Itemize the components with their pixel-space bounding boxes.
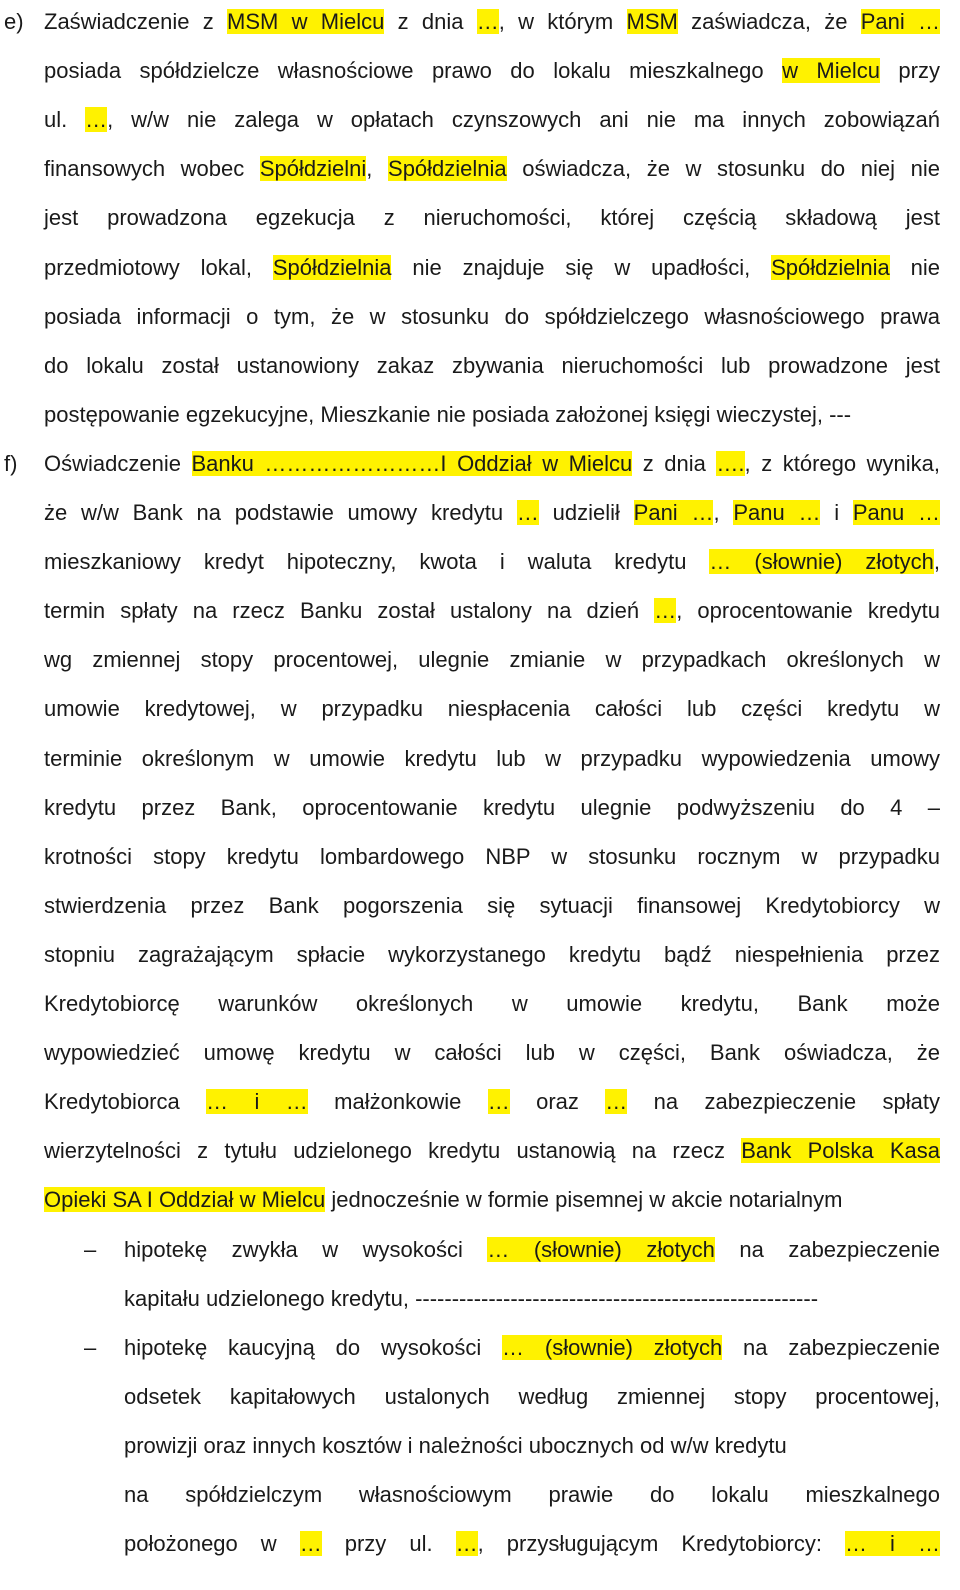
text-segment: Kredytobiorca	[44, 1089, 207, 1115]
highlighted-text: MSM w Mielcu	[227, 9, 385, 34]
highlighted-text: Spółdzielni	[259, 156, 367, 182]
text-line	[44, 4, 940, 40]
text-segment: przedmiotowy lokal,	[44, 254, 273, 280]
text-segment: z dnia	[384, 9, 477, 34]
text-line	[44, 446, 940, 482]
highlighted-text: Panu …	[852, 500, 940, 525]
text-segment: ul.	[44, 107, 86, 133]
text-segment: małżonkowie	[307, 1089, 488, 1115]
text-segment: finansowych wobec	[44, 156, 260, 182]
highlighted-text: …	[476, 9, 499, 34]
bullet-dash: –	[84, 1334, 97, 1360]
text-line	[44, 102, 940, 138]
highlighted-text: Pani …	[633, 500, 714, 525]
text-segment: na zabezpieczenie spłaty	[627, 1089, 940, 1115]
text-segment: krotności stopy kredytu lombardowego NBP w stosunku rocznym w przypadku	[44, 843, 940, 869]
text-line	[44, 348, 940, 384]
highlighted-text: Spółdzielnia	[272, 254, 392, 280]
list-marker: f)	[4, 450, 18, 476]
text-line	[44, 1133, 940, 1169]
text-line	[44, 1035, 940, 1071]
highlighted-text: … i …	[845, 1531, 940, 1557]
text-segment: do lokalu został ustanowiony zakaz zbywania nieruchomości lub prowadzone jest	[44, 352, 940, 378]
highlighted-text: … i …	[206, 1089, 308, 1115]
text-line	[44, 151, 940, 187]
text-line	[44, 691, 940, 727]
highlighted-text: Pani …	[860, 9, 940, 34]
text-segment: , w którym	[498, 9, 627, 34]
highlighted-text: ….	[716, 450, 745, 476]
text-line	[124, 1428, 940, 1464]
text-segment: jest prowadzona egzekucja z nieruchomości, której częścią składową jest	[44, 205, 940, 231]
highlighted-text: Opieki SA I Oddział w Mielcu	[44, 1187, 326, 1213]
text-segment: stwierdzenia przez Bank pogorszenia się sytuacji finansowej Kredytobiorcy w	[44, 892, 940, 918]
text-segment: ,	[933, 549, 940, 575]
text-segment: posiada spółdzielcze własnościowe prawo do lokalu mieszkalnego	[44, 58, 783, 84]
text-segment: , z którego wynika,	[744, 450, 941, 476]
text-segment: , oprocentowanie kredytu	[676, 598, 940, 624]
text-segment: wypowiedzieć umowę kredytu w całości lub w części, Bank oświadcza, że	[44, 1040, 940, 1066]
text-segment: posiada informacji o tym, że w stosunku do spółdzielczego własnościowego prawa	[44, 303, 940, 329]
text-segment: kredytu przez Bank, oprocentowanie kredytu ulegnie podwyższeniu do 4 –	[44, 794, 940, 820]
list-marker: e)	[4, 9, 24, 34]
text-segment: prowizji oraz innych kosztów i należności ubocznych od w/w kredytu	[124, 1432, 787, 1458]
text-line	[44, 299, 940, 335]
text-segment: umowie kredytowej, w przypadku niespłacenia całości lub części kredytu w	[44, 696, 940, 722]
text-line	[44, 250, 940, 286]
highlighted-text: MSM	[626, 9, 678, 34]
text-segment: , w/w nie zalega w opłatach czynszowych ani nie ma innych zobowiązań	[107, 107, 940, 133]
text-line	[44, 937, 940, 973]
text-segment: ,	[366, 156, 389, 182]
text-segment: położonego w	[124, 1531, 300, 1557]
text-line	[44, 741, 940, 777]
text-segment: na zabezpieczenie	[714, 1236, 940, 1262]
text-line	[44, 397, 940, 433]
text-segment: ,	[713, 500, 734, 525]
text-segment: Kredytobiorcę warunków określonych w umowie kredytu, Bank może	[44, 991, 940, 1016]
text-segment: hipotekę zwykła w wysokości	[124, 1236, 488, 1262]
text-line	[44, 986, 940, 1022]
text-line	[44, 839, 940, 875]
text-segment: nie znajduje się w upadłości,	[391, 254, 772, 280]
text-segment: kapitału udzielonego kredytu, -------------------------------------------------------	[124, 1285, 819, 1311]
highlighted-text: Spółdzielnia	[771, 254, 890, 280]
highlighted-text: Spółdzielnia	[388, 156, 507, 182]
text-line	[44, 53, 940, 89]
text-line	[44, 200, 940, 236]
text-line	[124, 1526, 940, 1562]
text-line	[44, 544, 940, 580]
text-segment: oświadcza, że w stosunku do niej nie	[506, 156, 940, 182]
text-line	[44, 888, 940, 924]
text-line	[44, 790, 940, 826]
text-segment: że w/w Bank na podstawie umowy kredytu	[44, 500, 517, 525]
bullet-dash: –	[84, 1236, 97, 1262]
highlighted-text: …	[299, 1531, 322, 1557]
text-segment: wierzytelności z tytułu udzielonego kredytu ustanowią na rzecz	[44, 1138, 742, 1164]
text-line	[124, 1232, 940, 1268]
highlighted-text: … (słownie) złotych	[502, 1334, 723, 1360]
text-line	[44, 495, 940, 531]
text-line	[44, 1084, 940, 1120]
text-line	[44, 642, 940, 678]
text-segment: z dnia	[632, 450, 717, 476]
text-segment: nie	[889, 254, 940, 280]
text-segment: oraz	[509, 1089, 606, 1115]
text-segment: i	[820, 500, 853, 525]
text-segment: wg zmiennej stopy procentowej, ulegnie zmianie w przypadkach określonych w	[44, 647, 940, 673]
text-segment: odsetek kapitałowych ustalonych według zmiennej stopy procentowej,	[124, 1383, 940, 1409]
highlighted-text: …	[85, 107, 108, 133]
text-segment: przy	[879, 58, 940, 84]
text-segment: termin spłaty na rzecz Banku został ustalony na dzień	[44, 598, 655, 624]
highlighted-text: …	[455, 1531, 478, 1557]
text-line	[124, 1379, 940, 1415]
highlighted-text: … (słownie) złotych	[487, 1236, 715, 1262]
text-segment: terminie określonym w umowie kredytu lub w przypadku wypowiedzenia umowy	[44, 745, 940, 771]
text-segment: udzielił	[538, 500, 634, 525]
highlighted-text: … (słownie) złotych	[709, 549, 934, 575]
highlighted-text: …	[654, 598, 677, 624]
text-line	[44, 593, 940, 629]
text-segment: Oświadczenie	[44, 450, 192, 476]
text-segment: , przysługującym Kredytobiorcy:	[477, 1531, 846, 1557]
text-segment: stopniu zagrażającym spłacie wykorzystanego kredytu bądź niespełnienia przez	[44, 941, 940, 967]
highlighted-text: …	[516, 500, 539, 525]
text-line	[124, 1477, 940, 1513]
highlighted-text: Banku ……………………I Oddział w Mielcu	[191, 450, 633, 476]
highlighted-text: Panu …	[733, 500, 821, 525]
text-segment: Zaświadczenie z	[44, 9, 228, 34]
highlighted-text: …	[605, 1089, 628, 1115]
text-segment: na spółdzielczym własnościowym prawie do lokalu mieszkalnego	[124, 1482, 940, 1507]
text-segment: hipotekę kaucyjną do wysokości	[124, 1334, 503, 1360]
text-line	[124, 1330, 940, 1366]
text-segment: zaświadcza, że	[677, 9, 861, 34]
highlighted-text: …	[487, 1089, 510, 1115]
text-line	[124, 1281, 940, 1317]
text-line	[44, 1182, 940, 1218]
text-segment: na zabezpieczenie	[722, 1334, 940, 1360]
text-segment: mieszkaniowy kredyt hipoteczny, kwota i waluta kredytu	[44, 549, 710, 575]
text-segment: jednocześnie w formie pisemnej w akcie notarialnym	[325, 1187, 843, 1213]
text-segment: przy ul.	[321, 1531, 456, 1557]
highlighted-text: Bank Polska Kasa	[741, 1138, 941, 1164]
text-segment: postępowanie egzekucyjne, Mieszkanie nie posiada założonej księgi wieczystej, ---	[44, 401, 852, 427]
highlighted-text: w Mielcu	[782, 58, 880, 84]
